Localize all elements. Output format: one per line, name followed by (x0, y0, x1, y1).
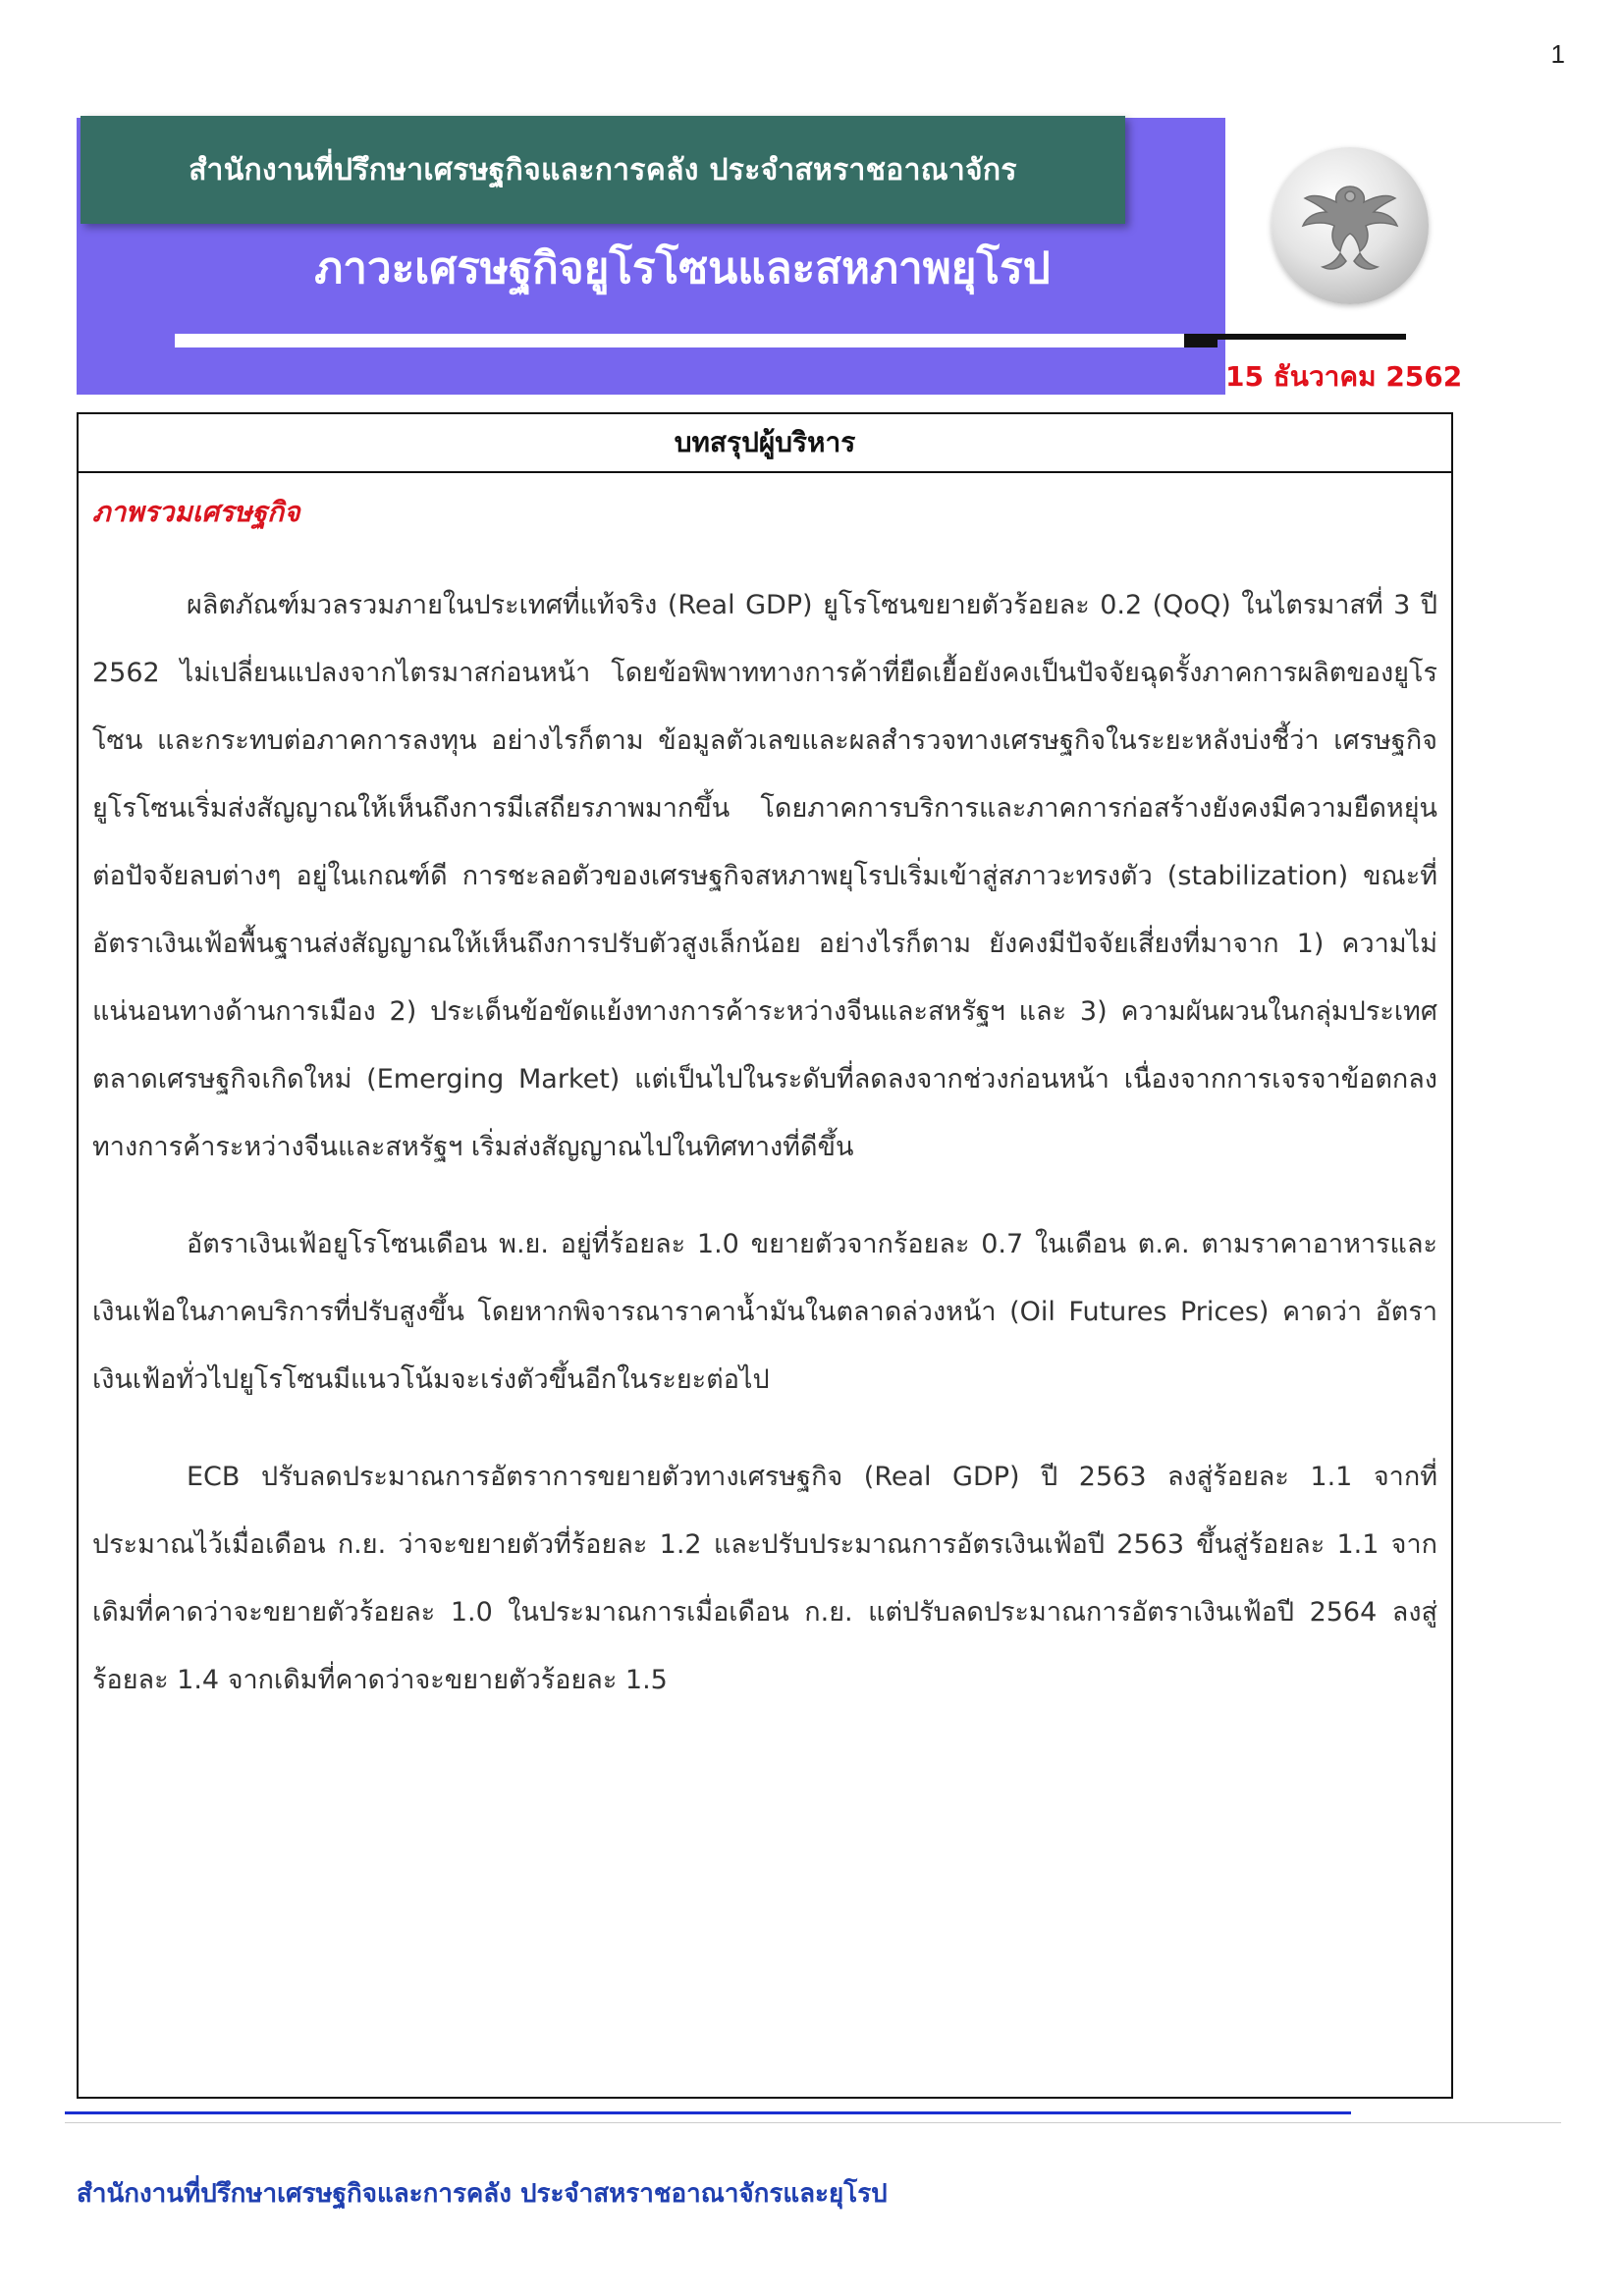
executive-summary-box (77, 412, 1453, 2099)
header-rule (175, 334, 1186, 347)
report-date: 15 ธันวาคม 2562 (1225, 360, 1463, 393)
garuda-seal-icon (1272, 147, 1429, 304)
office-banner (81, 116, 1125, 224)
page-number: 1 (1550, 39, 1565, 69)
paragraph-ecb-forecast: ECB ปรับลดประมาณการอัตราการขยายตัวทางเศรษฐกิจ (Real GDP) ปี 2563 ลงสู่ร้อยละ 1.1 จากที่ประมาณไว้เมื่อเดือน ก.ย. ว่าจะขยายตัวที่ร้อยละ 1.2 และปรับประมาณการอัตรเงินเฟ้อปี 2563 ขึ้นสู่ร้อยละ 1.1 จากเดิมที่คาดว่าจะขยายตัวร้อยละ 1.0 ในประมาณการเมื่อเดือน ก.ย. แต่ปรับลดประมาณการอัตราเงินเฟ้อปี 2564 ลงสู่ร้อยละ 1.4 จากเดิมที่คาดว่าจะขยายตัวร้อยละ 1.5 (92, 1462, 1437, 1695)
section-title: ภาพรวมเศรษฐกิจ (92, 496, 300, 528)
footer-divider (65, 2122, 1561, 2123)
footer-rule (65, 2111, 1351, 2114)
paragraph-inflation: อัตราเงินเฟ้อยูโรโซนเดือน พ.ย. อยู่ที่ร้อยละ 1.0 ขยายตัวจากร้อยละ 0.7 ในเดือน ต.ค. ตามราคาอาหารและเงินเฟ้อในภาคบริการที่ปรับสูงขึ้น โดยหากพิจารณาราคาน้ำมันในตลาดล่วงหน้า (Oil Futures Prices) คาดว่า อัตราเงินเฟ้อทั่วไปยูโรโซนมีแนวโน้มจะเร่งตัวขึ้นอีกในระยะต่อไป (92, 1229, 1437, 1395)
date-rule-cap (1184, 334, 1218, 347)
summary-heading: บทสรุปผู้บริหาร (79, 414, 1451, 473)
paragraph-gdp: ผลิตภัณฑ์มวลรวมภายในประเทศที่แท้จริง (Real GDP) ยูโรโซนขยายตัวร้อยละ 0.2 (QoQ) ในไตรมาสที่ 3 ปี 2562 ไม่เปลี่ยนแปลงจากไตรมาสก่อนหน้า โดยข้อพิพาททางการค้าที่ยืดเยื้อยังคงเป็นปัจจัยฉุดรั้งภาคการผลิตของยูโรโซน และกระทบต่อภาคการลงทุน อย่างไรก็ตาม ข้อมูลตัวเลขและผลสำรวจทางเศรษฐกิจในระยะหลังบ่งชี้ว่า เศรษฐกิจยูโรโซนเริ่มส่งสัญญาณให้เห็นถึงการมีเสถียรภาพมากขึ้น โดยภาคการบริการและภาคการก่อสร้างยังคงมีความยืดหยุ่นต่อปัจจัยลบต่างๆ อยู่ในเกณฑ์ดี การชะลอตัวของเศรษฐกิจสหภาพยุโรปเริ่มเข้าสู่สภาวะทรงตัว (stabilization) ขณะที่อัตราเงินเฟ้อพื้นฐานส่งสัญญาณให้เห็นถึงการปรับตัวสูงเล็กน้อย อย่างไรก็ตาม ยังคงมีปัจจัยเสี่ยงที่มาจาก 1) ความไม่แน่นอนทางด้านการเมือง 2) ประเด็นข้อขัดแย้งทางการค้าระหว่างจีนและสหรัฐฯ และ 3) ความผันผวนในกลุ่มประเทศตลาดเศรษฐกิจเกิดใหม่ (Emerging Market) แต่เป็นไปในระดับที่ลดลงจากช่วงก่อนหน้า เนื่องจากการเจรจาข้อตกลงทางการค้าระหว่างจีนและสหรัฐฯ เริ่มส่งสัญญาณไปในทิศทางที่ดีขึ้น (92, 590, 1437, 1162)
footer-office-name: สำนักงานที่ปรึกษาเศรษฐกิจและการคลัง ประจำสหราชอาณาจักรและยุโรป (77, 2179, 888, 2209)
office-name: สำนักงานที่ปรึกษาเศรษฐกิจและการคลัง ประจำสหราชอาณาจักร (189, 152, 1017, 187)
report-title: ภาวะเศรษฐกิจยูโรโซนและสหภาพยุโรป (314, 243, 1051, 294)
